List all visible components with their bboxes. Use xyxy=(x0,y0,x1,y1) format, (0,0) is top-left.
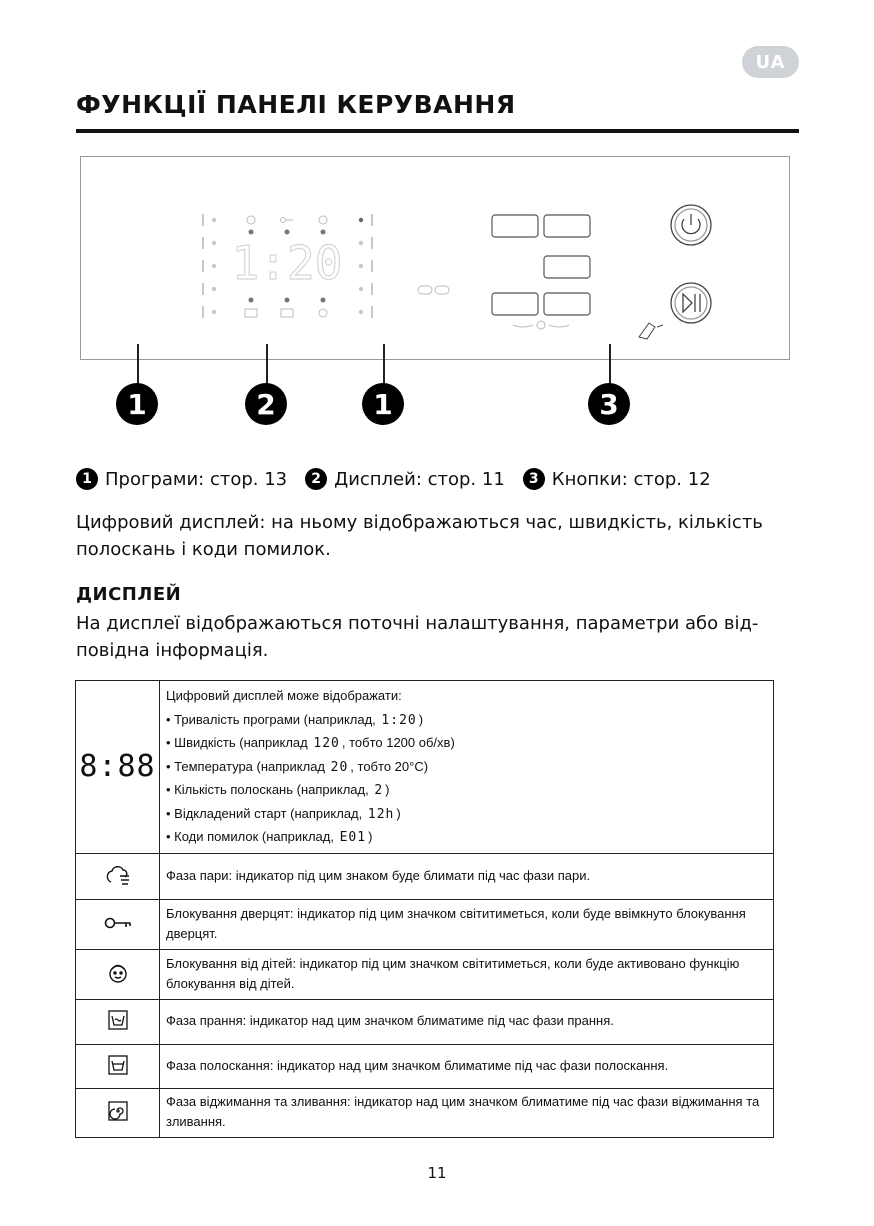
table-row xyxy=(76,681,774,854)
display-intro: Цифровий дисплей може відображати: xyxy=(166,688,402,703)
table-row xyxy=(76,1088,774,1137)
language-badge: UA xyxy=(742,46,799,78)
callout-marker-1b: 1 xyxy=(362,383,404,425)
segment-code: 1:20 xyxy=(381,712,417,728)
steam-description: Фаза пари: індикатор під цим знаком буде блимати під час фази пари. xyxy=(160,853,774,899)
legend-number: 1 xyxy=(76,468,98,490)
legend-text: Кнопки: стор. 12 xyxy=(551,468,711,490)
title-rule xyxy=(76,129,799,133)
legend-item-display xyxy=(305,468,505,490)
table-row xyxy=(76,853,774,899)
section-title-display: ДИСПЛЕЙ xyxy=(76,584,182,605)
callout-line-1b xyxy=(383,344,385,384)
child-lock-description: Блокування від дітей: індикатор під цим значком світитиметься, коли буде активовано функцію блокування від дітей. xyxy=(160,949,774,999)
table-row xyxy=(76,949,774,999)
callout-marker-1a: 1 xyxy=(116,383,158,425)
door-lock-description: Блокування дверцят: індикатор під цим значком світитиметься, коли буде ввімкнуто блокування дверцят. xyxy=(160,899,774,949)
legend-item-programs xyxy=(76,468,287,490)
key-icon xyxy=(104,916,132,930)
legend-number: 3 xyxy=(523,468,545,490)
intro-paragraph: Цифровий дисплей: на ньому відображаються час, швидкість, кількість полоскань і коди помилок. xyxy=(76,512,763,560)
table-row xyxy=(76,899,774,949)
page-number: 11 xyxy=(427,1164,447,1182)
legend-number: 2 xyxy=(305,468,327,490)
table-row xyxy=(76,1044,774,1088)
segment-code: 12h xyxy=(367,806,395,822)
spin-icon xyxy=(108,1101,128,1121)
display-description xyxy=(160,681,774,854)
callout-marker-3: 3 xyxy=(588,383,630,425)
legend-text: Дисплей: стор. 11 xyxy=(334,468,505,490)
segment-code: 20 xyxy=(330,759,349,775)
control-panel-illustration xyxy=(80,156,790,360)
rinse-description: Фаза полоскання: індикатор над цим значком блиматиме під час фази полоскання. xyxy=(160,1044,774,1088)
display-digits: 1:20 xyxy=(231,236,343,290)
segment-code: E01 xyxy=(339,830,367,845)
list-item: • Швидкість (наприклад 120 , тобто 1200 об/хв) xyxy=(166,735,455,751)
child-lock-icon xyxy=(106,961,130,985)
callout-line-1a xyxy=(137,344,139,384)
spin-description: Фаза віджимання та зливання: індикатор над цим значком блиматиме під час фази віджимання та зливання. xyxy=(160,1088,774,1137)
callout-line-2 xyxy=(266,344,268,384)
segment-code: 2 xyxy=(374,783,384,798)
display-icon-cell xyxy=(76,681,160,854)
list-item: • Тривалість програми (наприклад, 1:20 ) xyxy=(166,711,424,728)
wash-description: Фаза прання: індикатор над цим значком блиматиме під час фази прання. xyxy=(160,999,774,1044)
control-panel-drawing xyxy=(81,157,791,361)
list-item: • Коди помилок (наприклад, E01 ) xyxy=(166,829,373,845)
list-item: • Відкладений старт (наприклад, 12h ) xyxy=(166,805,401,822)
display-paragraph: На дисплеї відображаються поточні налаштування, параметри або відповідна інформація. xyxy=(76,613,759,661)
list-item: • Температура (наприклад 20 , тобто 20°C) xyxy=(166,758,429,775)
steam-icon xyxy=(105,864,131,886)
segment-code: 120 xyxy=(313,736,340,751)
wash-icon xyxy=(108,1010,128,1030)
rinse-icon xyxy=(108,1055,128,1075)
callout-marker-2: 2 xyxy=(245,383,287,425)
legend xyxy=(76,468,729,490)
table-row xyxy=(76,999,774,1044)
legend-item-buttons xyxy=(523,468,711,490)
legend-text: Програми: стор. 13 xyxy=(105,468,288,490)
callout-line-3 xyxy=(609,344,611,384)
indicator-table xyxy=(75,680,774,1138)
page-title: ФУНКЦІЇ ПАНЕЛІ КЕРУВАННЯ xyxy=(76,90,516,119)
display-8-88-icon: 8:88 xyxy=(79,749,156,785)
list-item: • Кількість полоскань (наприклад, 2 ) xyxy=(166,782,390,798)
